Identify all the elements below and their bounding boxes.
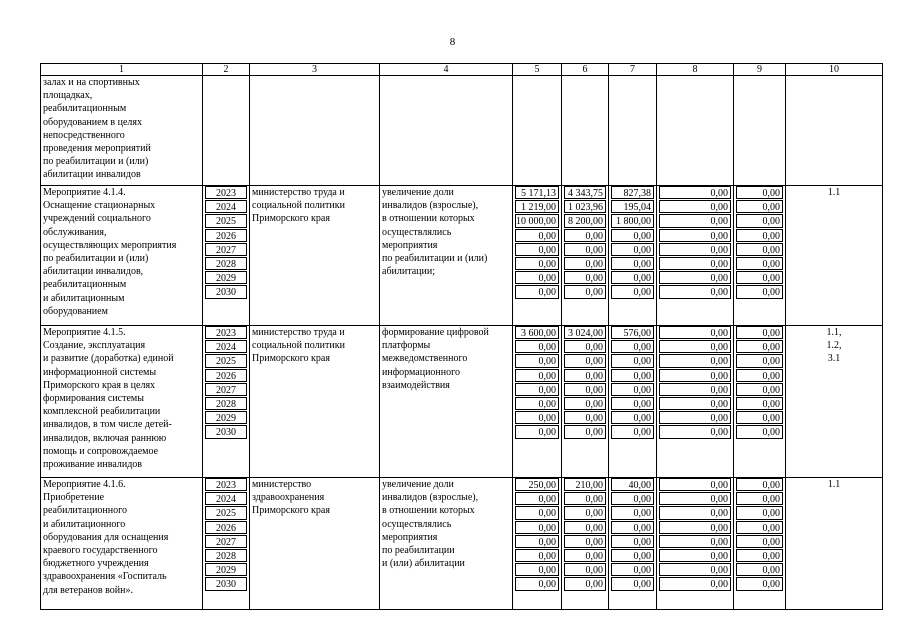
header-cell: 2 (203, 64, 250, 76)
text-line: 1.1, (826, 327, 842, 338)
text-line: 1.1 (827, 479, 841, 490)
year-cell: 2030 (205, 285, 247, 298)
amount-cell: 0,00 (515, 257, 559, 270)
text-line: 1.2, (826, 340, 842, 352)
text-line: министерство труда и (252, 327, 345, 338)
text-line: по реабилитации (382, 544, 455, 556)
amount-cell: 5 171,13 (515, 186, 559, 199)
text-line: информационного (382, 366, 460, 378)
amount-cell: 0,00 (515, 492, 559, 505)
amount-cell: 0,00 (659, 549, 731, 562)
amount-cell: 0,00 (611, 369, 654, 382)
amount-cell: 0,00 (515, 521, 559, 534)
col4-cell (380, 478, 513, 610)
amount-cell: 0,00 (736, 492, 783, 505)
amount-cell: 0,00 (515, 369, 559, 382)
year-cell: 2028 (205, 397, 247, 410)
text-line: 1.1 (827, 187, 841, 198)
amount-cell: 0,00 (611, 229, 654, 242)
amount-cell: 0,00 (564, 243, 606, 256)
amount-cell: 0,00 (611, 257, 654, 270)
amount-column-c7 (609, 186, 657, 326)
year-cell: 2029 (205, 271, 247, 284)
text-line: залах и на спортивных (43, 77, 140, 88)
amount-cell: 0,00 (515, 340, 559, 353)
measure-row (41, 478, 883, 610)
empty-cell (250, 76, 380, 186)
amount-cell: 0,00 (515, 535, 559, 548)
amount-cell: 40,00 (611, 478, 654, 491)
amount-cell: 3 024,00 (564, 326, 606, 339)
year-cell: 2025 (205, 354, 247, 367)
years-cell (203, 478, 250, 610)
empty-cell (380, 76, 513, 186)
amount-cell: 0,00 (659, 340, 731, 353)
year-cell: 2026 (205, 229, 247, 242)
col1-cell (41, 326, 203, 478)
text-line: здравоохранения (252, 492, 325, 504)
amount-cell: 0,00 (611, 577, 654, 590)
text-line: проживание инвалидов (43, 458, 143, 470)
text-line: 3.1 (827, 353, 841, 365)
text-line: увеличение доли (382, 187, 454, 198)
amount-cell: 0,00 (736, 229, 783, 242)
text-line: осуществлялись (382, 518, 452, 530)
amount-cell: 0,00 (564, 340, 606, 353)
amount-cell: 0,00 (659, 478, 731, 491)
text-line: инвалидов, включая раннюю (43, 432, 167, 444)
amount-cell: 0,00 (611, 563, 654, 576)
amount-cell: 0,00 (515, 563, 559, 576)
empty-cell (786, 76, 883, 186)
col1-cell (41, 478, 203, 610)
amount-cell: 0,00 (564, 411, 606, 424)
text-line: социальной политики (252, 340, 345, 352)
amount-cell: 1 219,00 (515, 200, 559, 213)
amount-cell: 0,00 (659, 354, 731, 367)
text-line: платформы (382, 340, 431, 352)
year-cell: 2029 (205, 563, 247, 576)
amount-cell: 0,00 (659, 425, 731, 438)
page-number: 8 (449, 36, 456, 48)
text-line: увеличение доли (382, 479, 454, 490)
header-cell: 8 (657, 64, 734, 76)
text-line: обслуживания, (43, 226, 107, 238)
amount-cell: 0,00 (611, 506, 654, 519)
amount-column-c9 (734, 186, 786, 326)
amount-cell: 0,00 (736, 397, 783, 410)
text-line: Приморского края в целях (43, 379, 156, 391)
year-cell: 2027 (205, 535, 247, 548)
amount-cell: 0,00 (659, 411, 731, 424)
text-line: Создание, эксплуатация (43, 340, 146, 352)
amount-cell: 0,00 (611, 492, 654, 505)
text-line: в отношении которых (382, 213, 475, 225)
amount-column-c7 (609, 326, 657, 478)
text-line: для ветеранов войн». (43, 584, 133, 596)
amount-cell: 0,00 (564, 506, 606, 519)
text-line: оборудованием в целях (43, 116, 143, 128)
text-line: формирования системы (43, 392, 144, 404)
amount-column-c6 (562, 326, 609, 478)
text-line: помощь и сопровождаемое (43, 445, 159, 457)
text-line: учреждений социального (43, 213, 151, 225)
amount-cell: 0,00 (736, 285, 783, 298)
amount-cell: 0,00 (564, 577, 606, 590)
empty-cell (562, 76, 609, 186)
col10-cell (786, 186, 883, 326)
amount-cell: 0,00 (564, 549, 606, 562)
text-line: по реабилитации и (или) (43, 156, 149, 168)
amount-cell: 0,00 (659, 383, 731, 396)
amount-cell: 0,00 (736, 354, 783, 367)
measures-table (40, 63, 883, 610)
text-line: по реабилитации и (или) (382, 252, 488, 264)
text-line: проведения мероприятий (43, 142, 151, 154)
amount-cell: 0,00 (736, 243, 783, 256)
year-cell: 2026 (205, 521, 247, 534)
amount-cell: 827,38 (611, 186, 654, 199)
amount-column-c8 (657, 478, 734, 610)
text-line: и развитие (доработка) единой (43, 353, 174, 365)
empty-cell (657, 76, 734, 186)
header-cell: 3 (250, 64, 380, 76)
text-line: краевого государственного (43, 544, 158, 556)
amount-column-c5 (513, 186, 562, 326)
text-line: абилитации инвалидов, (43, 266, 144, 278)
text-line: информационной системы (43, 366, 157, 378)
year-cell: 2023 (205, 478, 247, 491)
empty-cell (609, 76, 657, 186)
amount-column-c9 (734, 478, 786, 610)
amount-cell: 0,00 (736, 383, 783, 396)
amount-cell: 0,00 (659, 200, 731, 213)
header-cell: 5 (513, 64, 562, 76)
amount-cell: 0,00 (659, 535, 731, 548)
header-cell: 6 (562, 64, 609, 76)
amount-cell: 0,00 (736, 326, 783, 339)
amount-cell: 0,00 (515, 425, 559, 438)
amount-cell: 195,04 (611, 200, 654, 213)
amount-cell: 0,00 (659, 285, 731, 298)
year-cell: 2030 (205, 425, 247, 438)
text-line: Мероприятие 4.1.5. (43, 327, 126, 338)
amount-cell: 0,00 (515, 354, 559, 367)
empty-cell (203, 76, 250, 186)
amount-cell: 0,00 (564, 285, 606, 298)
amount-cell: 4 343,75 (564, 186, 606, 199)
amount-column-c6 (562, 478, 609, 610)
text-line: реабилитационного (43, 505, 127, 517)
col3-cell (250, 186, 380, 326)
amount-cell: 0,00 (659, 492, 731, 505)
amount-cell: 0,00 (515, 229, 559, 242)
amount-cell: 0,00 (659, 257, 731, 270)
text-line: Приморского края (252, 353, 330, 365)
amount-cell: 0,00 (736, 563, 783, 576)
amount-cell: 0,00 (736, 506, 783, 519)
amount-cell: 0,00 (736, 369, 783, 382)
header-cell: 7 (609, 64, 657, 76)
year-cell: 2024 (205, 200, 247, 213)
measure-row (41, 186, 883, 326)
text-line: оборудования для оснащения (43, 531, 169, 543)
text-line: осуществляющих мероприятия (43, 239, 177, 251)
amount-cell: 0,00 (659, 229, 731, 242)
text-line: и абилитационного (43, 518, 126, 530)
col10-cell (786, 326, 883, 478)
col10-cell (786, 478, 883, 610)
amount-cell: 0,00 (564, 535, 606, 548)
amount-cell: 0,00 (564, 354, 606, 367)
col1-cell (41, 186, 203, 326)
text-line: бюджетного учреждения (43, 558, 149, 570)
text-line: абилитации; (382, 266, 435, 278)
text-line: реабилитационным (43, 103, 127, 115)
amount-cell: 0,00 (736, 214, 783, 227)
amount-cell: 0,00 (611, 535, 654, 548)
amount-cell: 10 000,00 (515, 214, 559, 227)
year-cell: 2028 (205, 257, 247, 270)
amount-column-c5 (513, 326, 562, 478)
amount-cell: 0,00 (515, 577, 559, 590)
header-cell: 1 (41, 64, 203, 76)
year-cell: 2024 (205, 340, 247, 353)
text-line: формирование цифровой (382, 327, 489, 338)
amount-cell: 0,00 (659, 563, 731, 576)
amount-cell: 0,00 (736, 425, 783, 438)
amount-cell: 0,00 (659, 397, 731, 410)
amount-cell: 0,00 (611, 383, 654, 396)
header-cell: 4 (380, 64, 513, 76)
text-line: оборудованием (43, 305, 108, 317)
header-cell: 9 (734, 64, 786, 76)
year-cell: 2027 (205, 243, 247, 256)
text-line: министерство (252, 479, 312, 490)
amount-cell: 0,00 (659, 186, 731, 199)
text-line: взаимодействия (382, 379, 450, 391)
amount-cell: 0,00 (736, 535, 783, 548)
year-cell: 2026 (205, 369, 247, 382)
amount-cell: 0,00 (736, 271, 783, 284)
amount-cell: 0,00 (564, 425, 606, 438)
empty-cell (513, 76, 562, 186)
amount-cell: 3 600,00 (515, 326, 559, 339)
amount-cell: 0,00 (736, 577, 783, 590)
year-cell: 2025 (205, 214, 247, 227)
text-line: по реабилитации и (или) (43, 252, 149, 264)
amount-column-c8 (657, 326, 734, 478)
text-line: реабилитационным (43, 279, 127, 291)
amount-cell: 0,00 (564, 397, 606, 410)
year-cell: 2027 (205, 383, 247, 396)
year-cell: 2030 (205, 577, 247, 590)
col3-cell (250, 478, 380, 610)
year-cell: 2025 (205, 506, 247, 519)
empty-cell (734, 76, 786, 186)
amount-cell: 0,00 (736, 521, 783, 534)
header-row (41, 64, 883, 76)
amount-cell: 0,00 (736, 340, 783, 353)
amount-cell: 0,00 (515, 397, 559, 410)
amount-cell: 0,00 (736, 411, 783, 424)
amount-cell: 0,00 (659, 521, 731, 534)
text-line: Приморского края (252, 213, 330, 225)
text-line: мероприятия (382, 239, 438, 251)
text-line: комплексной реабилитации (43, 406, 161, 418)
amount-cell: 0,00 (564, 369, 606, 382)
text-line: и (или) абилитации (382, 558, 465, 570)
year-cell: 2028 (205, 549, 247, 562)
amount-cell: 0,00 (515, 506, 559, 519)
amount-cell: 1 023,96 (564, 200, 606, 213)
text-line: социальной политики (252, 200, 345, 212)
amount-cell: 0,00 (611, 521, 654, 534)
text-line: инвалидов, в том числе детей- (43, 419, 172, 431)
text-line: здравоохранения «Госпиталь (43, 571, 167, 583)
year-cell: 2023 (205, 326, 247, 339)
year-cell: 2023 (205, 186, 247, 199)
years-cell (203, 186, 250, 326)
text-line: мероприятия (382, 531, 438, 543)
amount-cell: 0,00 (659, 271, 731, 284)
years-cell (203, 326, 250, 478)
amount-cell: 0,00 (611, 271, 654, 284)
col4-cell (380, 326, 513, 478)
amount-cell: 0,00 (659, 577, 731, 590)
amount-cell: 0,00 (611, 411, 654, 424)
text-line: Приморского края (252, 505, 330, 517)
amount-cell: 576,00 (611, 326, 654, 339)
amount-cell: 0,00 (659, 326, 731, 339)
col4-cell (380, 186, 513, 326)
amount-cell: 0,00 (515, 549, 559, 562)
amount-cell: 0,00 (564, 383, 606, 396)
amount-cell: 250,00 (515, 478, 559, 491)
text-line: в отношении которых (382, 505, 475, 517)
amount-cell: 0,00 (659, 369, 731, 382)
text-line: абилитации инвалидов (43, 169, 141, 181)
amount-cell: 0,00 (736, 549, 783, 562)
amount-cell: 0,00 (515, 285, 559, 298)
amount-cell: 0,00 (515, 243, 559, 256)
amount-cell: 0,00 (564, 229, 606, 242)
header-cell: 10 (786, 64, 883, 76)
amount-column-c6 (562, 186, 609, 326)
continuation-row (41, 76, 883, 186)
amount-cell: 0,00 (659, 506, 731, 519)
amount-cell: 0,00 (611, 549, 654, 562)
amount-cell: 0,00 (564, 492, 606, 505)
amount-cell: 0,00 (736, 257, 783, 270)
amount-cell: 0,00 (659, 214, 731, 227)
amount-cell: 0,00 (611, 340, 654, 353)
col3-cell (250, 326, 380, 478)
measure-row (41, 326, 883, 478)
text-line: и абилитационным (43, 292, 125, 304)
amount-cell: 0,00 (564, 271, 606, 284)
amount-cell: 0,00 (611, 285, 654, 298)
text-line: осуществлялись (382, 226, 452, 238)
text-line: межведомственного (382, 353, 468, 365)
amount-cell: 0,00 (611, 397, 654, 410)
amount-cell: 0,00 (564, 521, 606, 534)
amount-cell: 0,00 (611, 425, 654, 438)
year-cell: 2029 (205, 411, 247, 424)
text-line: Мероприятие 4.1.4. (43, 187, 126, 198)
amount-column-c5 (513, 478, 562, 610)
text-line: непосредственного (43, 129, 125, 141)
amount-cell: 0,00 (736, 200, 783, 213)
amount-column-c9 (734, 326, 786, 478)
text-line: Мероприятие 4.1.6. (43, 479, 126, 490)
amount-cell: 0,00 (564, 563, 606, 576)
amount-column-c8 (657, 186, 734, 326)
amount-cell: 210,00 (564, 478, 606, 491)
text-line: министерство труда и (252, 187, 345, 198)
amount-cell: 0,00 (515, 271, 559, 284)
amount-column-c7 (609, 478, 657, 610)
amount-cell: 0,00 (515, 383, 559, 396)
text-line: инвалидов (взрослые), (382, 492, 479, 504)
amount-cell: 0,00 (659, 243, 731, 256)
amount-cell: 0,00 (611, 243, 654, 256)
amount-cell: 8 200,00 (564, 214, 606, 227)
text-line: инвалидов (взрослые), (382, 200, 479, 212)
year-cell: 2024 (205, 492, 247, 505)
continuation-text (41, 76, 203, 186)
amount-cell: 1 800,00 (611, 214, 654, 227)
amount-cell: 0,00 (515, 411, 559, 424)
text-line: Оснащение стационарных (43, 200, 156, 212)
text-line: площадках, (43, 90, 93, 102)
amount-cell: 0,00 (564, 257, 606, 270)
amount-cell: 0,00 (736, 186, 783, 199)
text-line: Приобретение (43, 492, 105, 504)
amount-cell: 0,00 (736, 478, 783, 491)
amount-cell: 0,00 (611, 354, 654, 367)
